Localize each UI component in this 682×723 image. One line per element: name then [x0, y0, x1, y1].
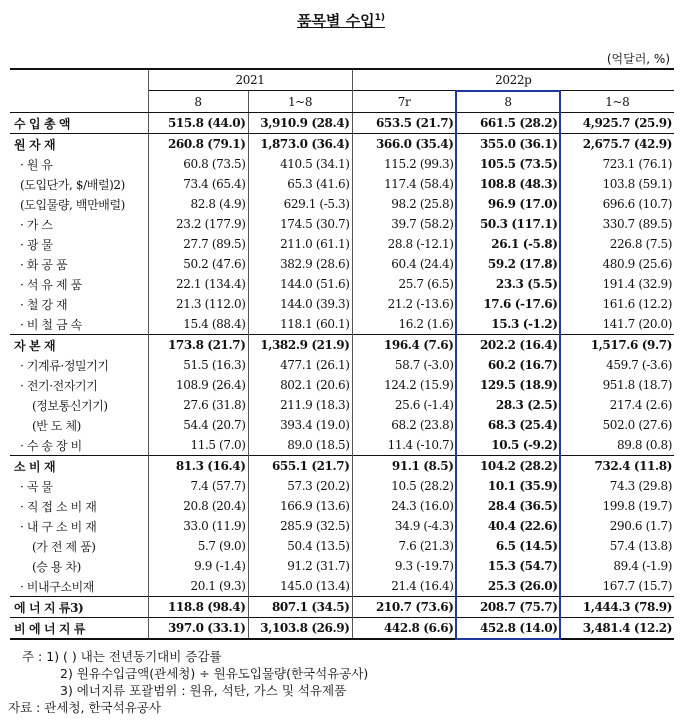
row-label: · 가 스	[20, 217, 53, 232]
table-cell: 732.4 (11.8)	[560, 456, 674, 477]
table-cell: 28.4 (36.5)	[456, 496, 560, 516]
table-cell: 1,873.0 (36.4)	[248, 134, 352, 155]
table-row	[10, 234, 674, 254]
table-cell: 21.4 (16.4)	[352, 576, 456, 597]
table-row	[10, 113, 674, 134]
header-col-2021-1-8: 1~8	[248, 91, 352, 113]
table-row	[10, 274, 674, 294]
table-cell: 74.3 (29.8)	[560, 476, 674, 496]
table-cell: 108.9 (26.4)	[148, 375, 248, 395]
row-label: · 비 철 금 속	[20, 317, 82, 332]
table-cell: 173.8 (21.7)	[148, 335, 248, 356]
table-row	[10, 134, 674, 155]
table-row	[10, 618, 674, 640]
header-year-2022: 2022p	[352, 69, 674, 91]
row-label: 에 너 지 류3)	[10, 597, 148, 618]
row-label: · 철 강 재	[20, 297, 68, 312]
table-cell: 117.4 (58.4)	[352, 174, 456, 194]
table-cell: 50.2 (47.6)	[148, 254, 248, 274]
table-cell: 60.4 (24.4)	[352, 254, 456, 274]
table-cell: 129.5 (18.9)	[456, 375, 560, 395]
table-row	[10, 576, 674, 597]
table-cell: 59.2 (17.8)	[456, 254, 560, 274]
table-cell: 226.8 (7.5)	[560, 234, 674, 254]
header-col-2022-7r: 7r	[352, 91, 456, 113]
table-cell: 807.1 (34.5)	[248, 597, 352, 618]
table-row	[10, 375, 674, 395]
table-cell: 33.0 (11.9)	[148, 516, 248, 536]
table-row	[10, 597, 674, 618]
table-cell: 60.2 (16.7)	[456, 355, 560, 375]
table-cell: 21.2 (-13.6)	[352, 294, 456, 314]
table-cell: 9.3 (-19.7)	[352, 556, 456, 576]
table-cell: 89.0 (18.5)	[248, 435, 352, 456]
table-cell: 211.9 (18.3)	[248, 395, 352, 415]
table-cell: 1,444.3 (78.9)	[560, 597, 674, 618]
table-cell: 210.7 (73.6)	[352, 597, 456, 618]
row-label: (가 전 제 품)	[32, 539, 96, 554]
table-cell: 1,382.9 (21.9)	[248, 335, 352, 356]
table-cell: 9.9 (-1.4)	[148, 556, 248, 576]
table-cell: 459.7 (-3.6)	[560, 355, 674, 375]
row-label: · 곡 물	[20, 479, 53, 494]
table-row	[10, 536, 674, 556]
table-cell: 68.3 (25.4)	[456, 415, 560, 435]
footnotes: 주 : 1) ( ) 내는 전년동기대비 증감률 2) 원유수입금액(관세청) ÷ 원유도입물량(한국석유공사) 3) 에너지류 포괄범위 : 원유, 석탄, 가스 및 석유제품	[22, 649, 369, 698]
table-cell: 11.4 (-10.7)	[352, 435, 456, 456]
table-cell: 104.2 (28.2)	[456, 456, 560, 477]
unit-label: (억달러, %)	[606, 52, 670, 66]
table-cell: 20.1 (9.3)	[148, 576, 248, 597]
table-cell: 260.8 (79.1)	[148, 134, 248, 155]
table-cell: 124.2 (15.9)	[352, 375, 456, 395]
table-cell: 452.8 (14.0)	[456, 618, 560, 640]
table-cell: 57.3 (20.2)	[248, 476, 352, 496]
table-cell: 393.4 (19.0)	[248, 415, 352, 435]
table-cell: 11.5 (7.0)	[148, 435, 248, 456]
table-cell: 161.6 (12.2)	[560, 294, 674, 314]
table-cell: 515.8 (44.0)	[148, 113, 248, 134]
table-cell: 16.2 (1.6)	[352, 314, 456, 335]
table-cell: 382.9 (28.6)	[248, 254, 352, 274]
table-cell: 10.1 (35.9)	[456, 476, 560, 496]
table-cell: 208.7 (75.7)	[456, 597, 560, 618]
table-row	[10, 254, 674, 274]
table-cell: 397.0 (33.1)	[148, 618, 248, 640]
table-cell: 28.8 (-12.1)	[352, 234, 456, 254]
row-label: · 석 유 제 품	[20, 277, 82, 292]
table-cell: 211.0 (61.1)	[248, 234, 352, 254]
table-cell: 91.1 (8.5)	[352, 456, 456, 477]
table-row	[10, 174, 674, 194]
table-cell: 50.3 (117.1)	[456, 214, 560, 234]
row-label: (도입단가, $/배럴)2)	[20, 177, 125, 192]
table-row	[10, 415, 674, 435]
table-cell: 191.4 (32.9)	[560, 274, 674, 294]
row-label: (정보통신기기)	[32, 398, 108, 413]
table-cell: 144.0 (39.3)	[248, 294, 352, 314]
table-cell: 23.2 (177.9)	[148, 214, 248, 234]
table-cell: 25.3 (26.0)	[456, 576, 560, 597]
table-cell: 27.7 (89.5)	[148, 234, 248, 254]
table-cell: 96.9 (17.0)	[456, 194, 560, 214]
table-cell: 629.1 (-5.3)	[248, 194, 352, 214]
row-label: 소 비 재	[10, 456, 148, 477]
footnote-1: 1) ( ) 내는 전년동기대비 증감률	[46, 649, 222, 664]
table-cell: 290.6 (1.7)	[560, 516, 674, 536]
table-cell: 25.6 (-1.4)	[352, 395, 456, 415]
table-row	[10, 476, 674, 496]
table-cell: 20.8 (20.4)	[148, 496, 248, 516]
table-cell: 141.7 (20.0)	[560, 314, 674, 335]
table-cell: 40.4 (22.6)	[456, 516, 560, 536]
table-cell: 355.0 (36.1)	[456, 134, 560, 155]
row-label: (도입물량, 백만배럴)	[20, 197, 125, 212]
table-row	[10, 194, 674, 214]
table-cell: 98.2 (25.8)	[352, 194, 456, 214]
table-cell: 60.8 (73.5)	[148, 154, 248, 174]
table-cell: 951.8 (18.7)	[560, 375, 674, 395]
table-row	[10, 314, 674, 335]
table-cell: 103.8 (59.1)	[560, 174, 674, 194]
table-cell: 166.9 (13.6)	[248, 496, 352, 516]
table-cell: 10.5 (28.2)	[352, 476, 456, 496]
table-cell: 480.9 (25.6)	[560, 254, 674, 274]
table-cell: 661.5 (28.2)	[456, 113, 560, 134]
table-cell: 502.0 (27.6)	[560, 415, 674, 435]
table-cell: 28.3 (2.5)	[456, 395, 560, 415]
row-label: · 비내구소비재	[20, 579, 94, 594]
row-label: 원 자 재	[10, 134, 148, 155]
table-cell: 50.4 (13.5)	[248, 536, 352, 556]
table-cell: 89.8 (0.8)	[560, 435, 674, 456]
table-cell: 199.8 (19.7)	[560, 496, 674, 516]
import-table	[10, 68, 674, 640]
table-cell: 3,910.9 (28.4)	[248, 113, 352, 134]
table-cell: 366.0 (35.4)	[352, 134, 456, 155]
table-cell: 51.5 (16.3)	[148, 355, 248, 375]
table-row	[10, 496, 674, 516]
table-cell: 105.5 (73.5)	[456, 154, 560, 174]
table-row	[10, 516, 674, 536]
row-label: · 직 접 소 비 재	[20, 499, 97, 514]
row-label: 수 입 총 액	[10, 113, 148, 134]
table-cell: 25.7 (6.5)	[352, 274, 456, 294]
row-label: · 수 송 장 비	[20, 438, 82, 453]
table-cell: 115.2 (99.3)	[352, 154, 456, 174]
table-cell: 15.4 (88.4)	[148, 314, 248, 335]
header-stub	[10, 69, 148, 91]
table-cell: 58.7 (-3.0)	[352, 355, 456, 375]
row-label: 비 에 너 지 류	[10, 618, 148, 640]
row-label: · 내 구 소 비 재	[20, 519, 97, 534]
table-cell: 89.4 (-1.9)	[560, 556, 674, 576]
footnote-3: 3) 에너지류 포괄범위 : 원유, 석탄, 가스 및 석유제품	[60, 683, 347, 698]
table-cell: 6.5 (14.5)	[456, 536, 560, 556]
table-row	[10, 355, 674, 375]
table-row	[10, 395, 674, 415]
table-cell: 4,925.7 (25.9)	[560, 113, 674, 134]
row-label: · 광 물	[20, 237, 53, 252]
table-cell: 118.1 (60.1)	[248, 314, 352, 335]
table-cell: 57.4 (13.8)	[560, 536, 674, 556]
source-note: 자료 : 관세청, 한국석유공사	[8, 700, 161, 715]
table-cell: 91.2 (31.7)	[248, 556, 352, 576]
row-label: (반 도 체)	[32, 418, 81, 433]
table-cell: 442.8 (6.6)	[352, 618, 456, 640]
table-cell: 15.3 (-1.2)	[456, 314, 560, 335]
table-cell: 655.1 (21.7)	[248, 456, 352, 477]
table-cell: 82.8 (4.9)	[148, 194, 248, 214]
table-cell: 3,481.4 (12.2)	[560, 618, 674, 640]
table-cell: 118.8 (98.4)	[148, 597, 248, 618]
table-cell: 217.4 (2.6)	[560, 395, 674, 415]
row-label: · 원 유	[20, 157, 53, 172]
table-cell: 144.0 (51.6)	[248, 274, 352, 294]
table-cell: 196.4 (7.6)	[352, 335, 456, 356]
header-col-2022-1-8: 1~8	[560, 91, 674, 113]
row-label: 자 본 재	[10, 335, 148, 356]
row-label: · 화 공 품	[20, 257, 68, 272]
table-cell: 285.9 (32.5)	[248, 516, 352, 536]
table-row	[10, 456, 674, 477]
table-cell: 2,675.7 (42.9)	[560, 134, 674, 155]
table-row	[10, 154, 674, 174]
table-cell: 330.7 (89.5)	[560, 214, 674, 234]
table-cell: 24.3 (16.0)	[352, 496, 456, 516]
table-cell: 34.9 (-4.3)	[352, 516, 456, 536]
table-cell: 3,103.8 (26.9)	[248, 618, 352, 640]
table-cell: 15.3 (54.7)	[456, 556, 560, 576]
table-cell: 1,517.6 (9.7)	[560, 335, 674, 356]
table-row	[10, 435, 674, 456]
table-cell: 26.1 (-5.8)	[456, 234, 560, 254]
page-title: 품목별 수입$^{1)}$	[296, 12, 386, 30]
table-cell: 54.4 (20.7)	[148, 415, 248, 435]
table-cell: 10.5 (-9.2)	[456, 435, 560, 456]
table-cell: 202.2 (16.4)	[456, 335, 560, 356]
table-cell: 17.6 (-17.6)	[456, 294, 560, 314]
header-col-2021-8: 8	[148, 91, 248, 113]
table-cell: 23.3 (5.5)	[456, 274, 560, 294]
table-cell: 108.8 (48.3)	[456, 174, 560, 194]
row-label: (승 용 차)	[32, 559, 81, 574]
header-col-2022-8: 8	[456, 91, 560, 113]
table-cell: 65.3 (41.6)	[248, 174, 352, 194]
table-row	[10, 294, 674, 314]
table-cell: 21.3 (112.0)	[148, 294, 248, 314]
table-cell: 653.5 (21.7)	[352, 113, 456, 134]
table-cell: 167.7 (15.7)	[560, 576, 674, 597]
table-cell: 68.2 (23.8)	[352, 415, 456, 435]
table-cell: 7.4 (57.7)	[148, 476, 248, 496]
header-year-2021: 2021	[148, 69, 352, 91]
table-cell: 5.7 (9.0)	[148, 536, 248, 556]
table-cell: 174.5 (30.7)	[248, 214, 352, 234]
footnote-2: 2) 원유수입금액(관세청) ÷ 원유도입물량(한국석유공사)	[60, 666, 369, 681]
row-label: · 기계류·정밀기기	[20, 358, 109, 373]
table-cell: 7.6 (21.3)	[352, 536, 456, 556]
table-cell: 410.5 (34.1)	[248, 154, 352, 174]
table-cell: 723.1 (76.1)	[560, 154, 674, 174]
table-cell: 696.6 (10.7)	[560, 194, 674, 214]
row-label: · 전기·전자기기	[20, 378, 98, 393]
table-cell: 477.1 (26.1)	[248, 355, 352, 375]
table-row	[10, 214, 674, 234]
table-row	[10, 556, 674, 576]
table-cell: 81.3 (16.4)	[148, 456, 248, 477]
table-cell: 39.7 (58.2)	[352, 214, 456, 234]
table-cell: 73.4 (65.4)	[148, 174, 248, 194]
table-cell: 145.0 (13.4)	[248, 576, 352, 597]
table-row	[10, 335, 674, 356]
table-cell: 802.1 (20.6)	[248, 375, 352, 395]
table-cell: 27.6 (31.8)	[148, 395, 248, 415]
table-cell: 22.1 (134.4)	[148, 274, 248, 294]
